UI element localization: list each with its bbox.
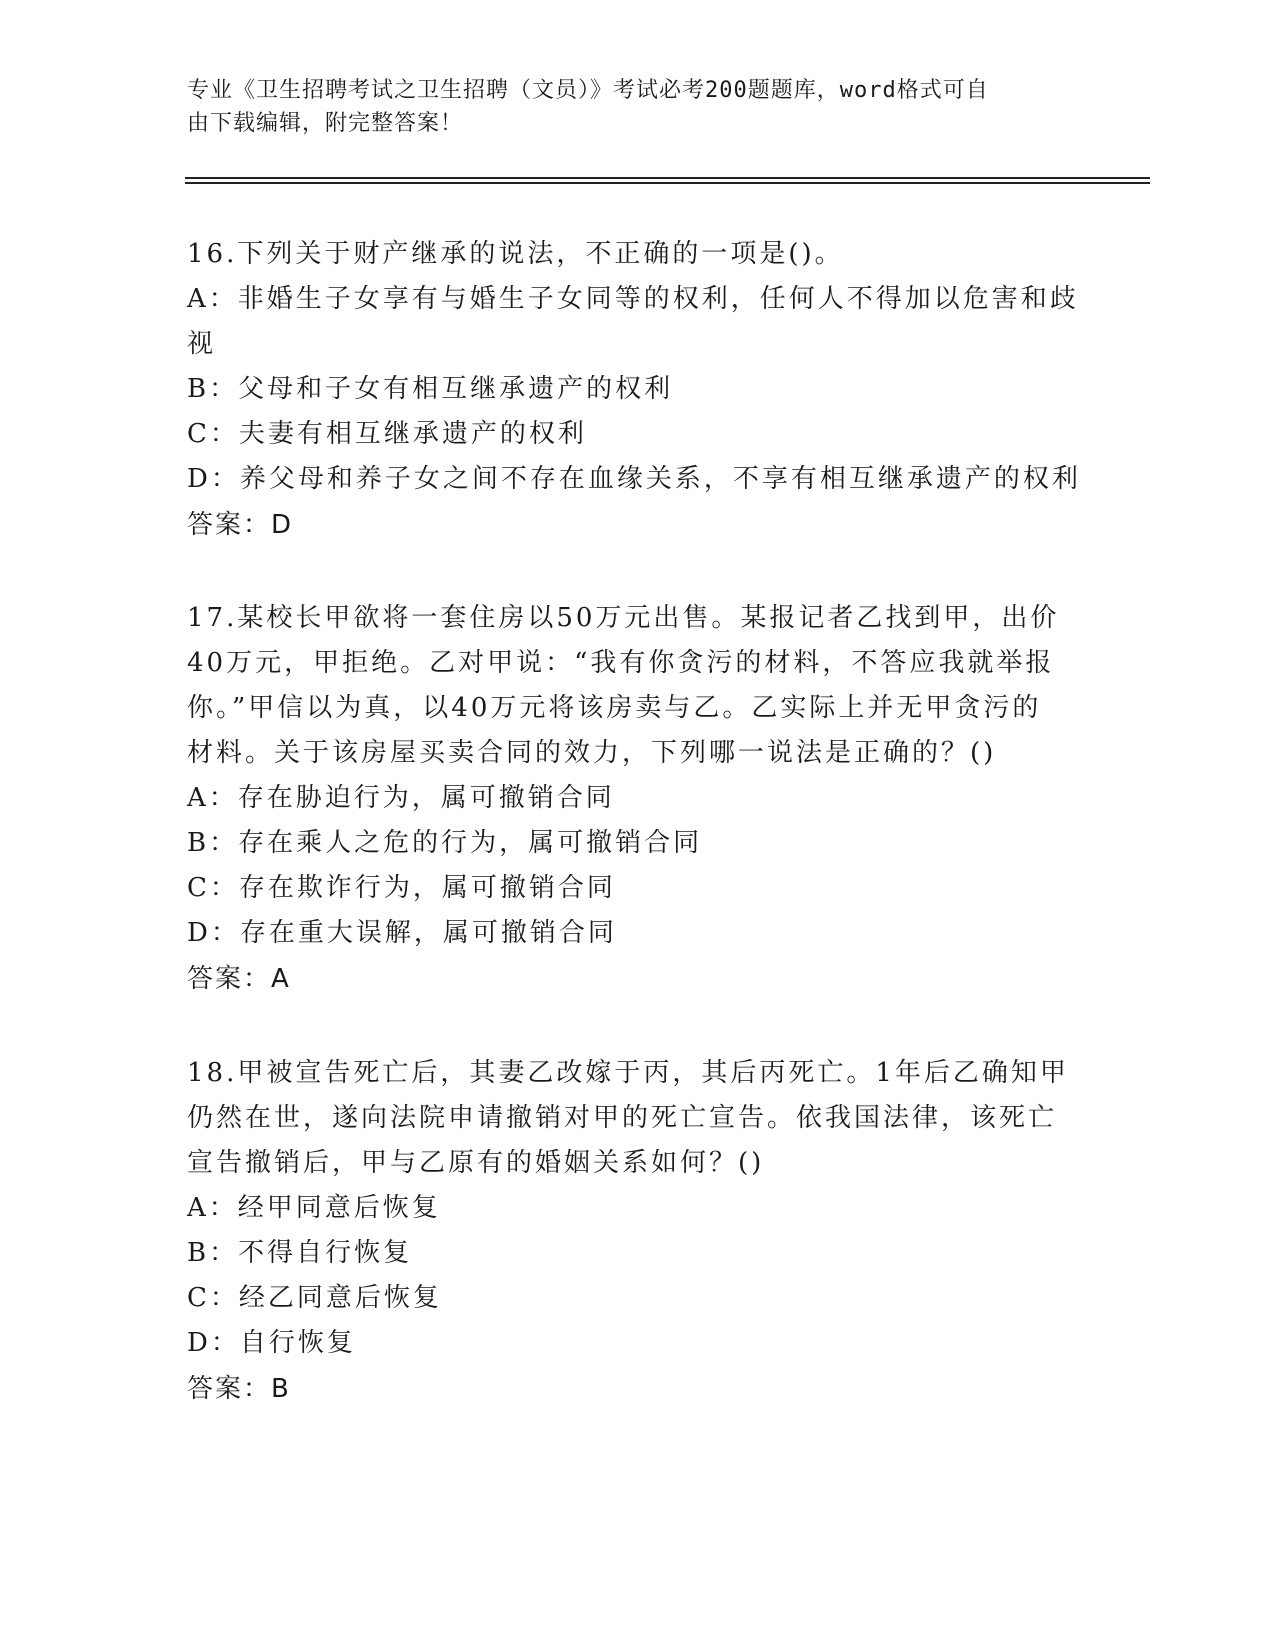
option-c: [187, 866, 1087, 911]
option-a: [187, 277, 1087, 367]
stem-line: 宣告撤销后，甲与乙原有的婚姻关系如何？(): [187, 1148, 765, 1178]
option-line: A：经甲同意后恢复: [187, 1193, 441, 1223]
question-stem: [187, 1051, 1087, 1186]
question-17: [187, 596, 1087, 1002]
option-line: D：存在重大误解，属可撤销合同: [187, 918, 617, 948]
option-line: A：存在胁迫行为，属可撤销合同: [187, 783, 615, 813]
option-line: C：经乙同意后恢复: [187, 1283, 442, 1313]
document-header: [187, 74, 1067, 140]
question-stem: [187, 232, 1087, 277]
header-divider: [185, 177, 1150, 179]
answer-label: 答案：B: [187, 1374, 291, 1404]
stem-line: 仍然在世，遂向法院申请撤销对甲的死亡宣告。依我国法律，该死亡: [187, 1103, 1058, 1133]
stem-line: 材料。关于该房屋买卖合同的效力，下列哪一说法是正确的？(): [187, 738, 997, 768]
option-line: B：父母和子女有相互继承遗产的权利: [187, 374, 674, 404]
option-line: C：存在欺诈行为，属可撤销合同: [187, 873, 616, 903]
answer-label: 答案：D: [187, 510, 294, 540]
question-stem: [187, 596, 1087, 776]
option-b: [187, 821, 1087, 866]
option-c: [187, 412, 1087, 457]
option-c: [187, 1276, 1087, 1321]
stem-line: 16.下列关于财产继承的说法，不正确的一项是()。: [187, 239, 844, 269]
stem-line: 40万元，甲拒绝。乙对甲说：“我有你贪污的材料，不答应我就举报: [187, 648, 1055, 678]
stem-line: 你。”甲信以为真，以40万元将该房卖与乙。乙实际上并无甲贪污的: [187, 693, 1042, 723]
option-a: [187, 776, 1087, 821]
stem-line: 17.某校长甲欲将一套住房以50万元出售。某报记者乙找到甲，出价: [187, 603, 1060, 633]
header-line-1: 专业《卫生招聘考试之卫生招聘（文员）》考试必考200题题库，word格式可自: [187, 78, 989, 103]
option-line: D：自行恢复: [187, 1328, 356, 1358]
question-16: [187, 232, 1087, 548]
option-line: C：夫妻有相互继承遗产的权利: [187, 419, 587, 449]
answer-label: 答案：A: [187, 964, 291, 994]
question-18: [187, 1051, 1087, 1412]
option-line: B：存在乘人之危的行为，属可撤销合同: [187, 828, 703, 858]
option-b: [187, 367, 1087, 412]
option-b: [187, 1231, 1087, 1276]
option-d: [187, 911, 1087, 956]
option-line: D：养父母和养子女之间不存在血缘关系，不享有相互继承遗产的权利: [187, 464, 1081, 494]
option-d: [187, 1321, 1087, 1366]
option-line: B：不得自行恢复: [187, 1238, 413, 1268]
option-d: [187, 457, 1087, 502]
header-divider-second: [185, 182, 1150, 184]
stem-line: 18.甲被宣告死亡后，其妻乙改嫁于丙，其后丙死亡。1年后乙确知甲: [187, 1058, 1069, 1088]
option-line: 视: [187, 329, 217, 359]
header-line-2: 由下载编辑，附完整答案！: [187, 111, 464, 136]
option-a: [187, 1186, 1087, 1231]
option-line: A：非婚生子女享有与婚生子女同等的权利，任何人不得加以危害和歧: [187, 284, 1079, 314]
